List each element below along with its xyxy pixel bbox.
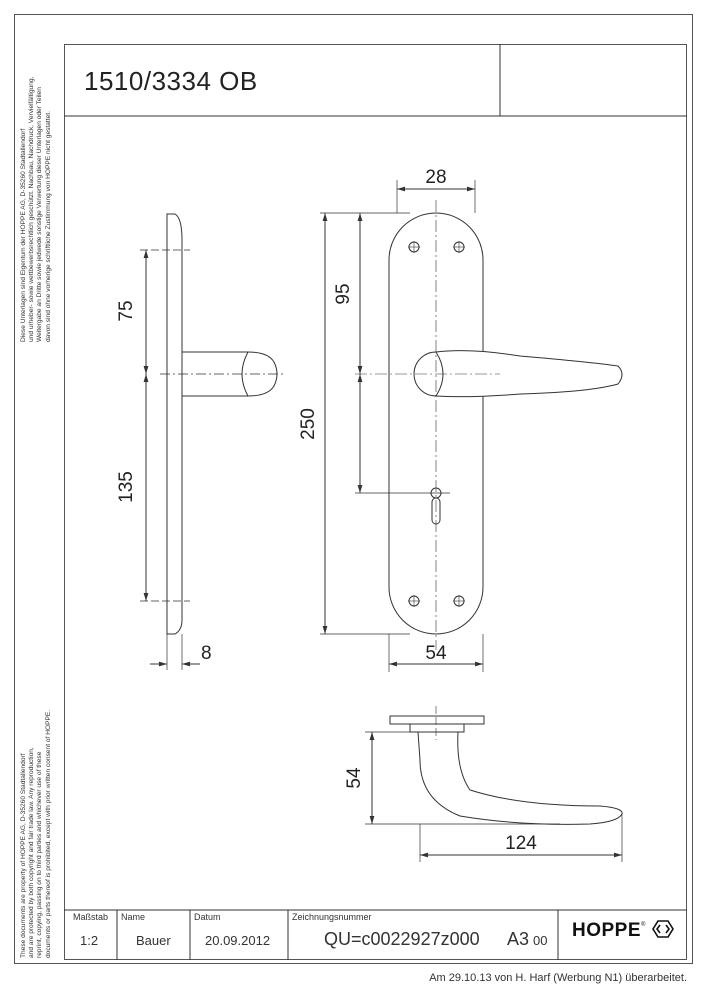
legal-note-german: Diese Unterlagen sind Eigentum der HOPPE AG, D-35260 Stadtallendorf und urheber- sowie wettbewerbsrechtlich geschützt. Nachbau, Nachdruck, Vervielfältigung, Weitergabe an Dritte sowie jedwede sonstige Verwertung dieser Unterlagen oder Teilen davon sind ohne vorherige schriftliche Zustimmung von HOPPE nicht gestattet. — [20, 76, 52, 342]
drawing-title: 1510/3334 OB — [84, 66, 258, 96]
dim-side-thickness: 8 — [201, 643, 212, 664]
hoppe-logo: HOPPE® — [572, 920, 674, 942]
dim-front-total: 250 — [298, 408, 319, 440]
name-label: Name — [121, 912, 146, 922]
front-lever — [436, 351, 622, 397]
dim-front-plate-width: 54 — [425, 643, 447, 664]
scale-label: Maßstab — [73, 912, 109, 922]
revision-footer: Am 29.10.13 von H. Harf (Werbung N1) überarbeitet. — [429, 972, 687, 984]
side-view — [140, 214, 285, 670]
date-label: Datum — [194, 912, 221, 922]
legal-note-english: These documents are property of HOPPE AG, D-35260 Stadtallendorf and are protected by both copyright and fair trade law. Any reproduction, reprint, copying, passing on to third parties and whichever use of these documents or parts thereof is prohibited, except with prior written consent of HOPPE. — [20, 709, 52, 958]
date-value: 20.09.2012 — [205, 933, 271, 948]
side-plate-outline — [167, 214, 182, 634]
front-view — [320, 180, 622, 672]
revision-value: 00 — [533, 933, 548, 948]
name-value: Bauer — [136, 933, 171, 948]
scale-value: 1:2 — [80, 933, 99, 948]
dim-top-length: 124 — [505, 833, 537, 854]
dim-front-to-handle: 95 — [333, 283, 354, 305]
top-plate — [390, 716, 484, 724]
hoppe-logo-icon — [652, 920, 674, 938]
drawing-number-label: Zeichnungsnummer — [292, 912, 372, 922]
dim-side-upper: 75 — [116, 300, 137, 322]
dim-side-lower: 135 — [116, 471, 137, 503]
top-view — [365, 706, 622, 862]
format-value: A3 — [507, 929, 530, 949]
top-lever — [418, 732, 622, 824]
dim-top-projection: 54 — [344, 767, 365, 789]
dim-front-top-width: 28 — [425, 167, 447, 188]
drawing-number-value: QU=c0022927z000 — [324, 929, 480, 949]
